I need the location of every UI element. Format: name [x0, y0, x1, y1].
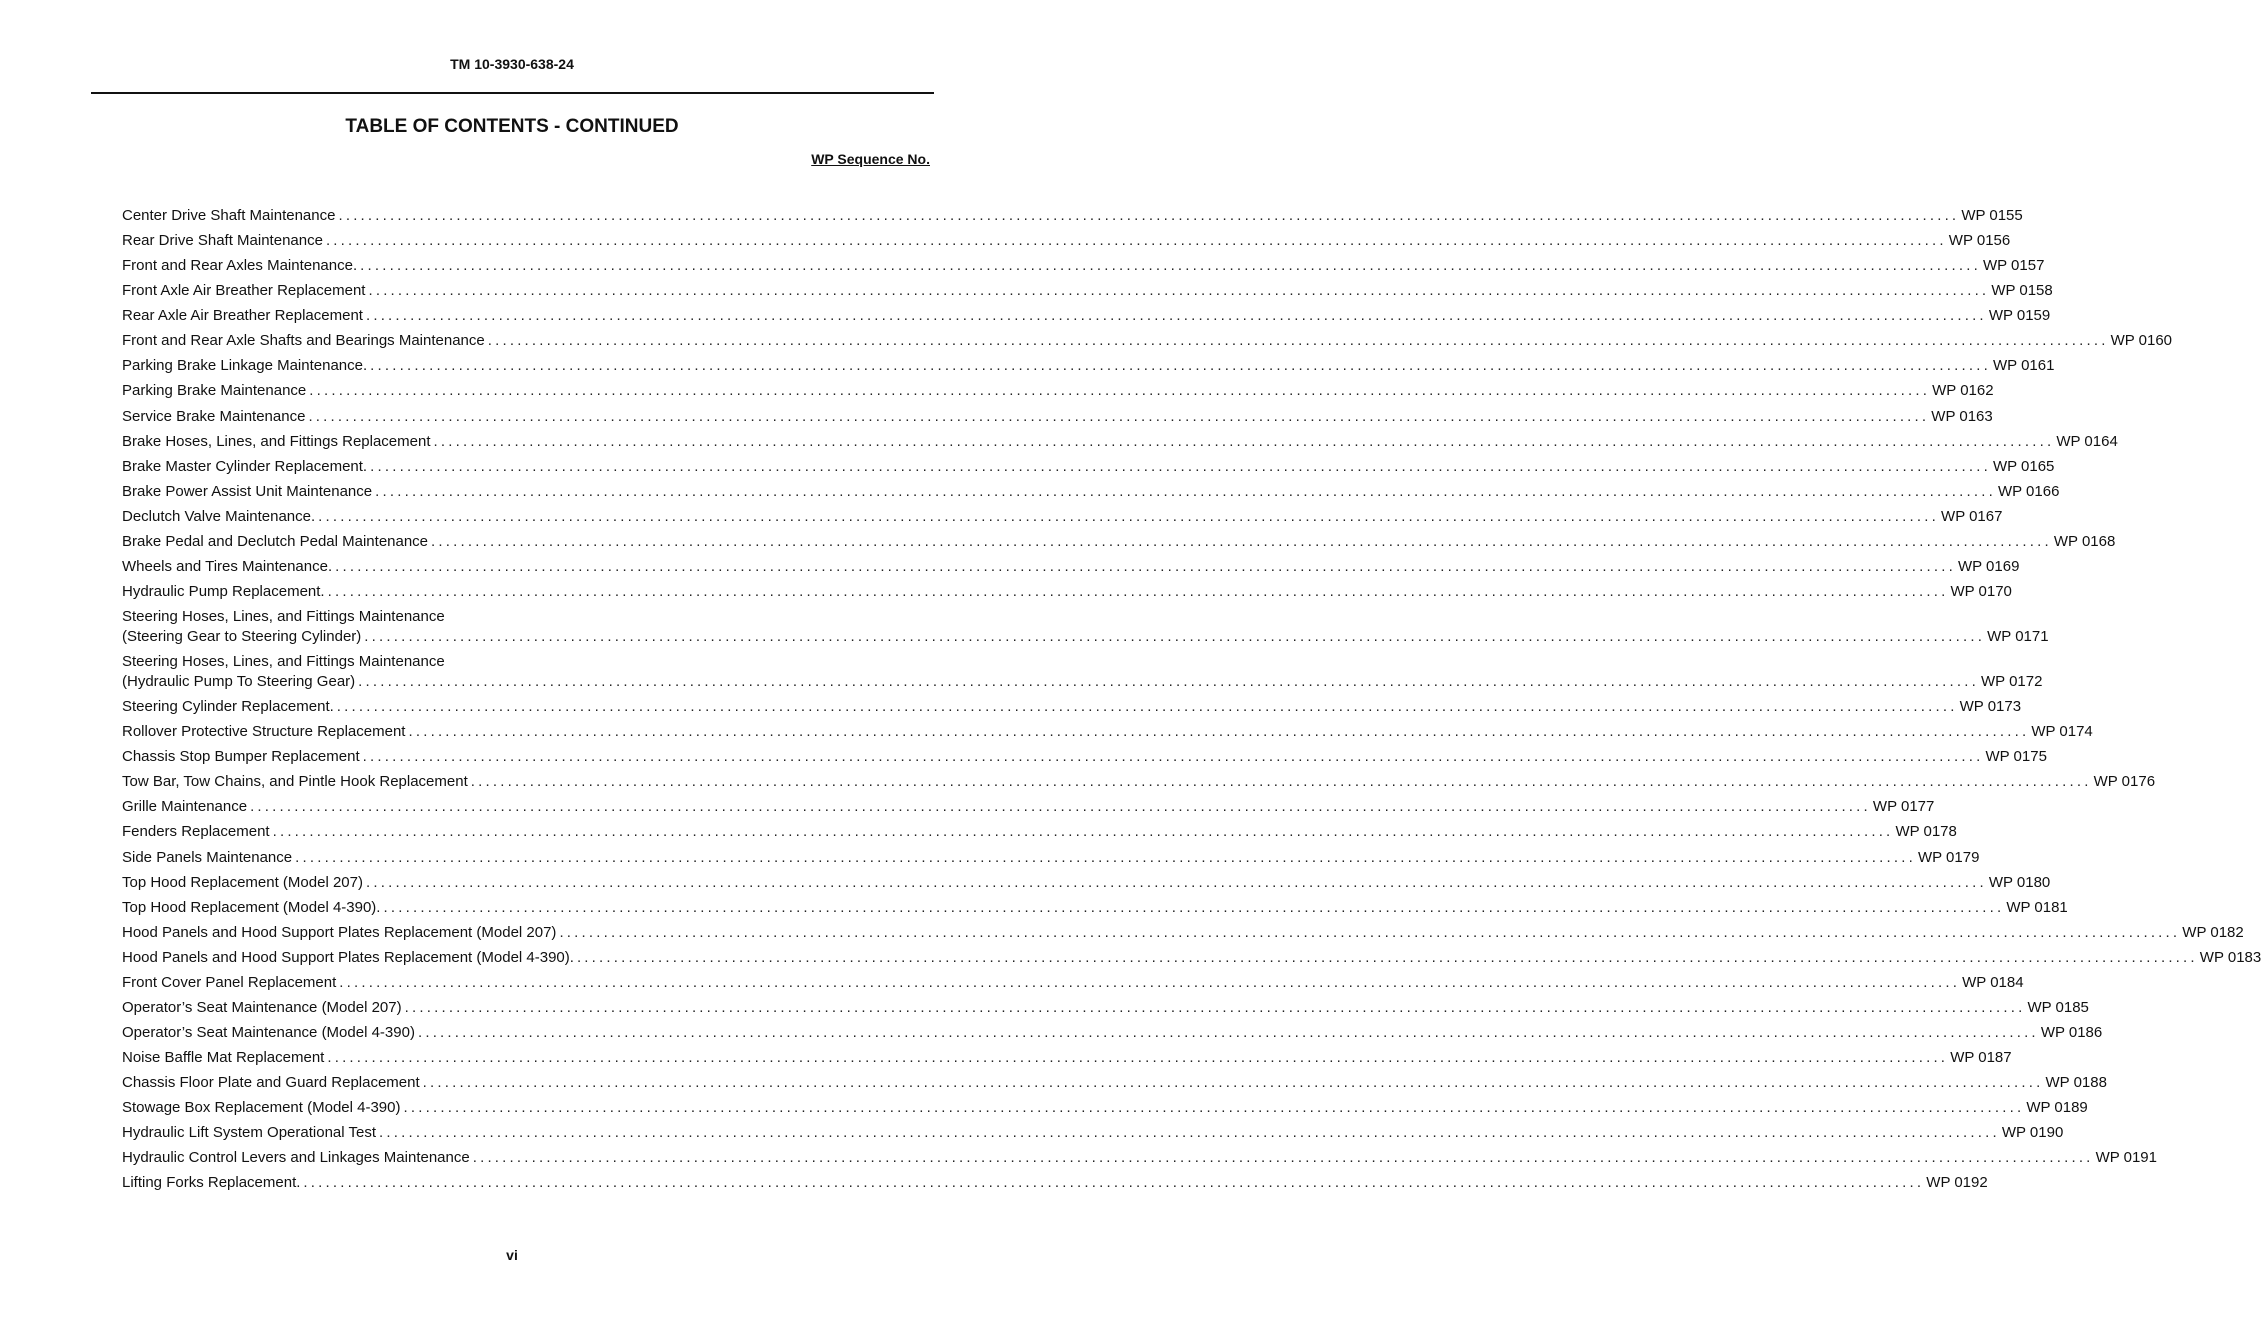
toc-entry[interactable] — [122, 356, 2055, 381]
toc-entry-wp-number: WP 0165 — [1992, 457, 2055, 475]
toc-entry-row — [122, 1123, 2064, 1143]
toc-entry[interactable] — [122, 306, 2051, 331]
toc-entry-row — [122, 873, 2051, 893]
toc-entry-title: Brake Master Cylinder Replacement. — [122, 457, 368, 475]
dot-leader: ............................................................................................................................................................................................................................ — [383, 898, 2005, 916]
toc-entry-wp-number: WP 0182 — [2182, 923, 2244, 941]
toc-entry-row — [122, 407, 1993, 427]
toc-entry-row — [122, 973, 2024, 993]
toc-entry[interactable] — [122, 1048, 2012, 1073]
toc-entry-row — [122, 1048, 2012, 1068]
toc-entry[interactable] — [122, 256, 2045, 281]
toc-entry[interactable] — [122, 457, 2055, 482]
toc-entry-row — [122, 532, 2116, 552]
toc-entry[interactable] — [122, 507, 2003, 532]
toc-entry-row — [122, 998, 2089, 1018]
toc-entry[interactable] — [122, 1098, 2088, 1123]
toc-entry[interactable] — [122, 582, 2012, 607]
dot-leader: ............................................................................................................................................................................................................................ — [364, 628, 1986, 645]
toc-entry[interactable] — [122, 407, 1993, 432]
toc-entry-wp-number: WP 0172 — [1981, 673, 2043, 691]
toc-entry[interactable] — [122, 772, 2156, 797]
toc-entry-wp-number: WP 0190 — [2001, 1124, 2064, 1142]
dot-leader: ............................................................................................................................................................................................................................ — [250, 798, 1871, 816]
dot-leader: ............................................................................................................................................................................................................................ — [417, 1023, 2039, 1041]
toc-entry-row — [122, 206, 2023, 226]
dot-leader: ............................................................................................................................................................................................................................ — [404, 998, 2026, 1016]
dot-leader: ............................................................................................................................................................................................................................ — [403, 1099, 2025, 1117]
dot-leader: ............................................................................................................................................................................................................................ — [422, 1074, 2044, 1092]
toc-entry-wp-number: WP 0173 — [1959, 698, 2022, 716]
dot-leader: ............................................................................................................................................................................................................................ — [325, 232, 1947, 250]
toc-entry-row — [122, 557, 2020, 577]
dot-leader: ............................................................................................................................................................................................................................ — [431, 532, 2052, 550]
toc-entry[interactable] — [122, 848, 1980, 873]
toc-entry-wp-number: WP 0156 — [1948, 232, 2011, 250]
toc-entry-wp-number: WP 0177 — [1872, 798, 1935, 816]
toc-entry[interactable] — [122, 797, 1935, 822]
toc-entry-title: Brake Power Assist Unit Maintenance — [122, 482, 373, 500]
toc-entry-title: Stowage Box Replacement (Model 4-390) — [122, 1099, 401, 1117]
toc-entry-title: Chassis Floor Plate and Guard Replacement — [122, 1074, 420, 1092]
toc-entry-wp-number: WP 0187 — [1950, 1049, 2012, 1066]
toc-entry-row — [122, 747, 2047, 767]
toc-entry-row — [122, 457, 2055, 477]
toc-entry-wp-number: WP 0164 — [2056, 432, 2118, 450]
dot-leader: ............................................................................................................................................................................................................................ — [370, 357, 1992, 375]
toc-entry-title: Wheels and Tires Maintenance. — [122, 557, 333, 575]
toc-entry-title: Lifting Forks Replacement. — [122, 1174, 301, 1192]
dot-leader: ............................................................................................................................................................................................................................ — [365, 873, 1987, 891]
toc-entry-title: Parking Brake Maintenance — [122, 382, 307, 400]
toc-entry-row — [122, 772, 2156, 792]
toc-entry-wp-number: WP 0191 — [2095, 1149, 2157, 1167]
toc-entry[interactable] — [122, 1123, 2064, 1148]
toc-entry-row — [122, 1173, 1988, 1193]
toc-entry-wp-number: WP 0168 — [2053, 532, 2116, 550]
toc-list — [122, 206, 2261, 1198]
wp-sequence-column-header: WP Sequence No. — [811, 151, 930, 167]
toc-entry-wp-number: WP 0184 — [1962, 973, 2024, 991]
dot-leader: ............................................................................................................................................................................................................................ — [303, 1174, 1925, 1192]
toc-entry-wp-number: WP 0167 — [1941, 507, 2003, 525]
toc-entry[interactable] — [122, 281, 2053, 306]
toc-entry-title: Center Drive Shaft Maintenance — [122, 207, 336, 224]
toc-entry[interactable] — [122, 331, 2173, 356]
toc-entry-wp-number: WP 0185 — [2027, 998, 2089, 1016]
dot-leader: ............................................................................................................................................................................................................................ — [408, 723, 2030, 741]
toc-entry-row — [122, 822, 1957, 842]
toc-entry-wp-number: WP 0159 — [1988, 307, 2051, 325]
page-title: TABLE OF CONTENTS - CONTINUED — [345, 116, 679, 137]
dot-leader: ............................................................................................................................................................................................................................ — [365, 307, 1987, 325]
toc-entry-title: Declutch Valve Maintenance. — [122, 507, 316, 525]
toc-entry[interactable] — [122, 747, 2047, 772]
dot-leader: ............................................................................................................................................................................................................................ — [370, 457, 1991, 475]
toc-entry-wp-number: WP 0175 — [1985, 748, 2047, 766]
toc-entry-wp-number: WP 0179 — [1917, 848, 1980, 866]
toc-entry-row — [122, 582, 2012, 602]
dot-leader: ............................................................................................................................................................................................................................ — [327, 1049, 1949, 1066]
toc-entry-row — [122, 432, 2118, 452]
dot-leader: ............................................................................................................................................................................................................................ — [470, 773, 2092, 791]
toc-entry-title: Parking Brake Linkage Maintenance. — [122, 357, 368, 375]
dot-leader: ............................................................................................................................................................................................................................ — [576, 948, 2198, 966]
toc-entry-title: Steering Cylinder Replacement. — [122, 698, 334, 716]
toc-entry-title: Operator’s Seat Maintenance (Model 207) — [122, 998, 402, 1016]
toc-entry[interactable] — [122, 1023, 2103, 1048]
dot-leader: ............................................................................................................................................................................................................................ — [272, 823, 1894, 841]
toc-entry-title-line: Steering Hoses, Lines, and Fittings Maintenance — [122, 653, 445, 671]
dot-leader: ............................................................................................................................................................................................................................ — [308, 407, 1930, 425]
dot-leader: ............................................................................................................................................................................................................................ — [379, 1124, 2000, 1142]
toc-entry-wp-number: WP 0157 — [1983, 257, 2045, 275]
toc-entry-title: Service Brake Maintenance — [122, 407, 306, 425]
toc-entry-title: Front Axle Air Breather Replacement — [122, 282, 366, 300]
toc-entry-wp-number: WP 0169 — [1957, 557, 2020, 575]
toc-entry-title: Grille Maintenance — [122, 798, 248, 816]
toc-entry-row — [122, 231, 2011, 251]
toc-entry-row — [122, 948, 2261, 968]
toc-entry-title: Top Hood Replacement (Model 207) — [122, 873, 363, 891]
toc-entry-row — [122, 356, 2055, 376]
toc-entry-title: Hydraulic Lift System Operational Test — [122, 1124, 376, 1142]
dot-leader: ............................................................................................................................................................................................................................ — [362, 748, 1984, 766]
dot-leader: ............................................................................................................................................................................................................................ — [309, 382, 1931, 400]
toc-entry-row — [122, 331, 2173, 351]
toc-entry[interactable] — [122, 948, 2261, 973]
toc-entry-title: Front and Rear Axle Shafts and Bearings Maintenance — [122, 332, 485, 350]
toc-entry-row — [122, 507, 2003, 527]
toc-entry-wp-number: WP 0183 — [2199, 948, 2261, 966]
dot-leader: ............................................................................................................................................................................................................................ — [335, 557, 1956, 575]
toc-entry[interactable] — [122, 923, 2244, 948]
toc-entry-wp-number: WP 0180 — [1988, 873, 2051, 891]
dot-leader: ............................................................................................................................................................................................................................ — [487, 332, 2109, 350]
page-number: vi — [506, 1247, 518, 1263]
header-divider — [91, 92, 934, 94]
toc-entry-title: Front Cover Panel Replacement — [122, 973, 337, 991]
toc-entry-title: Hydraulic Control Levers and Linkages Maintenance — [122, 1149, 470, 1167]
toc-entry-title: Tow Bar, Tow Chains, and Pintle Hook Replacement — [122, 773, 468, 791]
toc-entry-title-line: Steering Hoses, Lines, and Fittings Maintenance — [122, 608, 445, 625]
toc-entry-wp-number: WP 0163 — [1931, 407, 1993, 425]
toc-entry-wp-number: WP 0170 — [1950, 582, 2012, 600]
toc-entry[interactable] — [122, 557, 2020, 582]
toc-entry-row — [122, 848, 1980, 868]
toc-entry-row — [122, 1023, 2103, 1043]
toc-entry-row — [122, 306, 2051, 326]
toc-entry-row — [122, 722, 2093, 742]
toc-entry[interactable] — [122, 532, 2116, 557]
toc-entry-title: Brake Pedal and Declutch Pedal Maintenance — [122, 532, 429, 550]
toc-entry-title: Top Hood Replacement (Model 4-390). — [122, 898, 381, 916]
toc-entry-wp-number: WP 0162 — [1932, 382, 1994, 400]
toc-entry-title: Rollover Protective Structure Replacement — [122, 723, 406, 741]
dot-leader: ............................................................................................................................................................................................................................ — [339, 973, 1961, 991]
dot-leader: ............................................................................................................................................................................................................................ — [318, 507, 1940, 525]
toc-entry-wp-number: WP 0174 — [2031, 723, 2093, 741]
toc-entry-wp-number: WP 0160 — [2110, 332, 2173, 350]
toc-entry[interactable] — [122, 482, 2060, 507]
toc-entry-title: (Hydraulic Pump To Steering Gear) — [122, 673, 356, 691]
toc-entry-wp-number: WP 0192 — [1926, 1174, 1988, 1192]
dot-leader: ............................................................................................................................................................................................................................ — [338, 207, 1960, 224]
toc-entry-row — [122, 281, 2053, 301]
toc-entry-wp-number: WP 0171 — [1987, 628, 2049, 645]
document-number: TM 10-3930-638-24 — [450, 56, 574, 72]
toc-entry-row — [122, 1098, 2088, 1118]
toc-entry-title: Operator’s Seat Maintenance (Model 4-390) — [122, 1023, 415, 1041]
toc-entry[interactable] — [122, 898, 2068, 923]
toc-entry-title: Hood Panels and Hood Support Plates Replacement (Model 207) — [122, 923, 557, 941]
toc-entry-row — [122, 672, 2043, 692]
toc-entry[interactable] — [122, 1173, 1988, 1198]
toc-entry-title: Noise Baffle Mat Replacement — [122, 1049, 325, 1066]
dot-leader: ............................................................................................................................................................................................................................ — [327, 582, 1949, 600]
toc-entry-wp-number: WP 0166 — [1997, 482, 2060, 500]
toc-entry-title: Brake Hoses, Lines, and Fittings Replacement — [122, 432, 431, 450]
toc-entry-row — [122, 898, 2068, 918]
toc-entry-wp-number: WP 0176 — [2093, 773, 2156, 791]
toc-entry[interactable] — [122, 432, 2118, 457]
dot-leader: ............................................................................................................................................................................................................................ — [368, 282, 1990, 300]
toc-entry[interactable] — [122, 652, 2043, 697]
toc-entry-row — [122, 256, 2045, 276]
toc-entry-row — [122, 797, 1935, 817]
toc-entry-row — [122, 1148, 2157, 1168]
toc-entry[interactable] — [122, 1073, 2107, 1098]
dot-leader: ............................................................................................................................................................................................................................ — [433, 432, 2055, 450]
toc-entry-wp-number: WP 0188 — [2045, 1074, 2107, 1092]
toc-entry-title: Front and Rear Axles Maintenance. — [122, 257, 358, 275]
toc-entry-title: Rear Drive Shaft Maintenance — [122, 232, 323, 250]
dot-leader: ............................................................................................................................................................................................................................ — [559, 923, 2181, 941]
toc-entry-title: Hydraulic Pump Replacement. — [122, 582, 325, 600]
toc-entry[interactable] — [122, 231, 2011, 256]
toc-entry-wp-number: WP 0189 — [2026, 1099, 2088, 1117]
toc-entry[interactable] — [122, 206, 2023, 231]
dot-leader: ............................................................................................................................................................................................................................ — [295, 848, 1916, 866]
dot-leader: ............................................................................................................................................................................................................................ — [375, 482, 1996, 500]
toc-entry-wp-number: WP 0186 — [2040, 1023, 2103, 1041]
toc-entry-title: Fenders Replacement — [122, 823, 270, 841]
toc-entry-wp-number: WP 0161 — [1993, 357, 2055, 375]
toc-entry-row — [122, 482, 2060, 502]
dot-leader: ............................................................................................................................................................................................................................ — [358, 673, 1980, 691]
toc-entry-wp-number: WP 0181 — [2006, 898, 2068, 916]
toc-entry-wp-number: WP 0155 — [1961, 207, 2023, 224]
toc-entry-row — [122, 697, 2022, 717]
toc-entry[interactable] — [122, 822, 1957, 847]
toc-entry-row — [122, 627, 2049, 647]
dot-leader: ............................................................................................................................................................................................................................ — [472, 1149, 2094, 1167]
toc-entry-title: (Steering Gear to Steering Cylinder) — [122, 628, 362, 645]
toc-entry[interactable] — [122, 381, 1994, 406]
toc-entry-wp-number: WP 0178 — [1895, 823, 1957, 841]
toc-entry-row — [122, 1073, 2107, 1093]
toc-entry-row — [122, 923, 2244, 943]
toc-entry-title: Hood Panels and Hood Support Plates Replacement (Model 4-390). — [122, 948, 574, 966]
toc-entry[interactable] — [122, 1148, 2157, 1173]
toc-entry-title: Rear Axle Air Breather Replacement — [122, 307, 363, 325]
toc-entry[interactable] — [122, 722, 2093, 747]
toc-entry[interactable] — [122, 998, 2089, 1023]
toc-entry-title: Side Panels Maintenance — [122, 848, 293, 866]
dot-leader: ............................................................................................................................................................................................................................ — [360, 257, 1981, 275]
dot-leader: ............................................................................................................................................................................................................................ — [336, 698, 1958, 716]
toc-entry-title: Chassis Stop Bumper Replacement — [122, 748, 360, 766]
toc-entry-wp-number: WP 0158 — [1991, 282, 2053, 300]
toc-entry[interactable] — [122, 873, 2051, 898]
toc-entry[interactable] — [122, 607, 2049, 652]
toc-entry-row — [122, 381, 1994, 401]
toc-entry[interactable] — [122, 973, 2024, 998]
toc-entry[interactable] — [122, 697, 2022, 722]
